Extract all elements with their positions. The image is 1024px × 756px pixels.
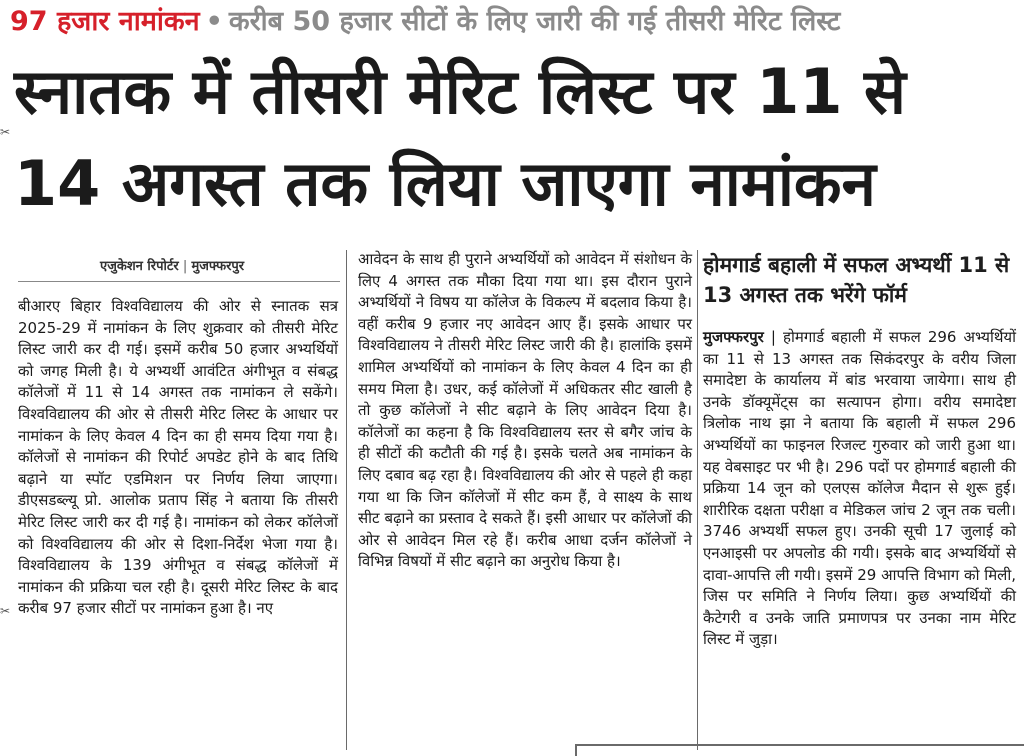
side-story-separator: | [770, 328, 776, 346]
main-story-column-2: आवेदन के साथ ही पुराने अभ्यर्थियों को आवेदन में संशोधन के लिए 4 अगस्त तक मौका दिया गया था। इस दौरान पुराने अभ्यर्थियों ने विषय या कॉलेज के विकल्प में बदलाव किया है। वहीं करीब 9 हजार नए आवेदन आए हैं। इसके आधार पर विश्वविद्यालय ने तीसरी मेरिट लिस्ट जारी की है। हालांकि इसमें शामिल अभ्यर्थियों को नामांकन के लिए केवल 4 दिन का ही समय मिला है। उधर, कई कॉलेजों में अधिकतर सीट खाली है तो कुछ कॉलेजों ने सीट बढ़ाने के लिए आवेदन दिया है। कॉलेजों का कहना है कि विश्वविद्यालय स्तर से बगैर जांच के ही सीटों की कटौती की गई है। इसके चलते अब नामांकन के लिए दबाव बढ़ रहा है। विश्वविद्यालय की ओर से पहले ही कहा गया था कि जिन कॉलेजों में सीट कम हैं, वे साक्ष्य के साथ सीट बढ़ाने का प्रस्ताव दे सकते हैं। इसी आधार पर कॉलेजों की ओर से आवेदन मिल रहे हैं। करीब आधा दर्जन कॉलेजों ने विभिन्न विषयों में सीट बढ़ाने का अनुरोध किया है। [358, 250, 692, 571]
column-divider [346, 250, 347, 750]
side-story-headline: होमगार्ड बहाली में सफल अभ्यर्थी 11 से 13 अगस्त तक भरेंगे फॉर्म [703, 253, 1010, 307]
scissors-icon: ✂ [0, 125, 11, 139]
byline [100, 256, 244, 274]
kicker-text: करीब 50 हजार सीटों के लिए जारी की गई तीसरी मेरिट लिस्ट [228, 6, 841, 37]
side-story-body [703, 327, 1016, 651]
byline-city: मुजफ्फरपुर [191, 259, 245, 274]
column-divider [697, 250, 698, 750]
side-story-text: होमगार्ड बहाली में सफल 296 अभ्यर्थियों का 11 से 13 अगस्त तक सिकंदरपुर के वरीय जिला समादेष्टा के कार्यालय में बांड भरवाया जायेगा। साथ ही उनके डॉक्यूमेंट्स का सत्यापन होगा। वरीय समादेष्टा त्रिलोक नाथ झा ने बताया कि बहाली में सफल 296 अभ्यर्थियों का फाइनल रिजल्ट गुरुवार को जारी हुआ था। यह वेबसाइट पर भी है। 296 पदों पर होमगार्ड बहाली की प्रक्रिया 14 जून को एलएस कॉलेज मैदान से शुरू हुई। शारीरिक दक्षता परीक्षा व मेडिकल जांच 2 जून तक चली। 3746 अभ्यर्थी सफल हुए। उनकी सूची 17 जुलाई को एनआइसी पर अपलोड की गयी। इसके बाद अभ्यर्थियों से दावा-आपत्ति ली गयी। इसमें 29 आपत्ति विभाग को मिली, जिस पर समिति ने निर्णय लिया। कुछ अभ्यर्थियों की कैटेगरी व उनके जाति प्रमाणपत्र पर उनका नाम मेरिट लिस्ट में जुड़ा। [703, 328, 1016, 649]
bottom-box-border [575, 744, 1024, 756]
headline-line-1: स्नातक में तीसरी मेरिट लिस्ट पर 11 से [14, 55, 906, 128]
byline-reporter: एजुकेशन रिपोर्टर [100, 259, 179, 274]
scissors-icon: ✂ [0, 604, 11, 618]
kicker [10, 4, 1014, 40]
kicker-highlight: 97 हजार नामांकन [10, 6, 200, 37]
headline-line-2: 14 अगस्त तक लिया जाएगा नामांकन [14, 147, 876, 220]
byline-divider [18, 281, 340, 282]
main-story-column-1: बीआरए बिहार विश्वविद्यालय की ओर से स्नातक सत्र 2025-29 में नामांकन के लिए शुक्रवार को तीसरी मेरिट लिस्ट जारी कर दी गई। इसमें करीब 50 हजार अभ्यर्थियों को जगह मिली है। ये अभ्यर्थी आवंटित अंगीभूत व संबद्ध कॉलेजों में 11 से 14 अगस्त तक नामांकन ले सकेंगे। विश्वविद्यालय की ओर से तीसरी मेरिट लिस्ट के आधार पर नामांकन के लिए केवल 4 दिन का ही समय दिया गया है। कॉलेजों से नामांकन की रिपोर्ट अपडेट होने के बाद तिथि बढ़ाने या स्पॉट एडमिशन पर निर्णय लिया जाएगा। डीएसडब्ल्यू प्रो. आलोक प्रताप सिंह ने बताया कि तीसरी मेरिट लिस्ट जारी कर दी गई है। नामांकन को लेकर कॉलेजों को विश्वविद्यालय की ओर से दिशा-निर्देश भेजा गया है। विश्वविद्यालय के 139 अंगीभूत व संबद्ध कॉलेजों में नामांकन की प्रक्रिया चल रही है। दूसरी मेरिट लिस्ट के बाद करीब 97 हजार सीटों पर नामांकन हुआ है। नए [18, 297, 338, 618]
side-story-dateline: मुजफ्फरपुर [703, 328, 764, 346]
kicker-bullet: • [205, 6, 223, 37]
byline-separator: | [182, 259, 188, 274]
